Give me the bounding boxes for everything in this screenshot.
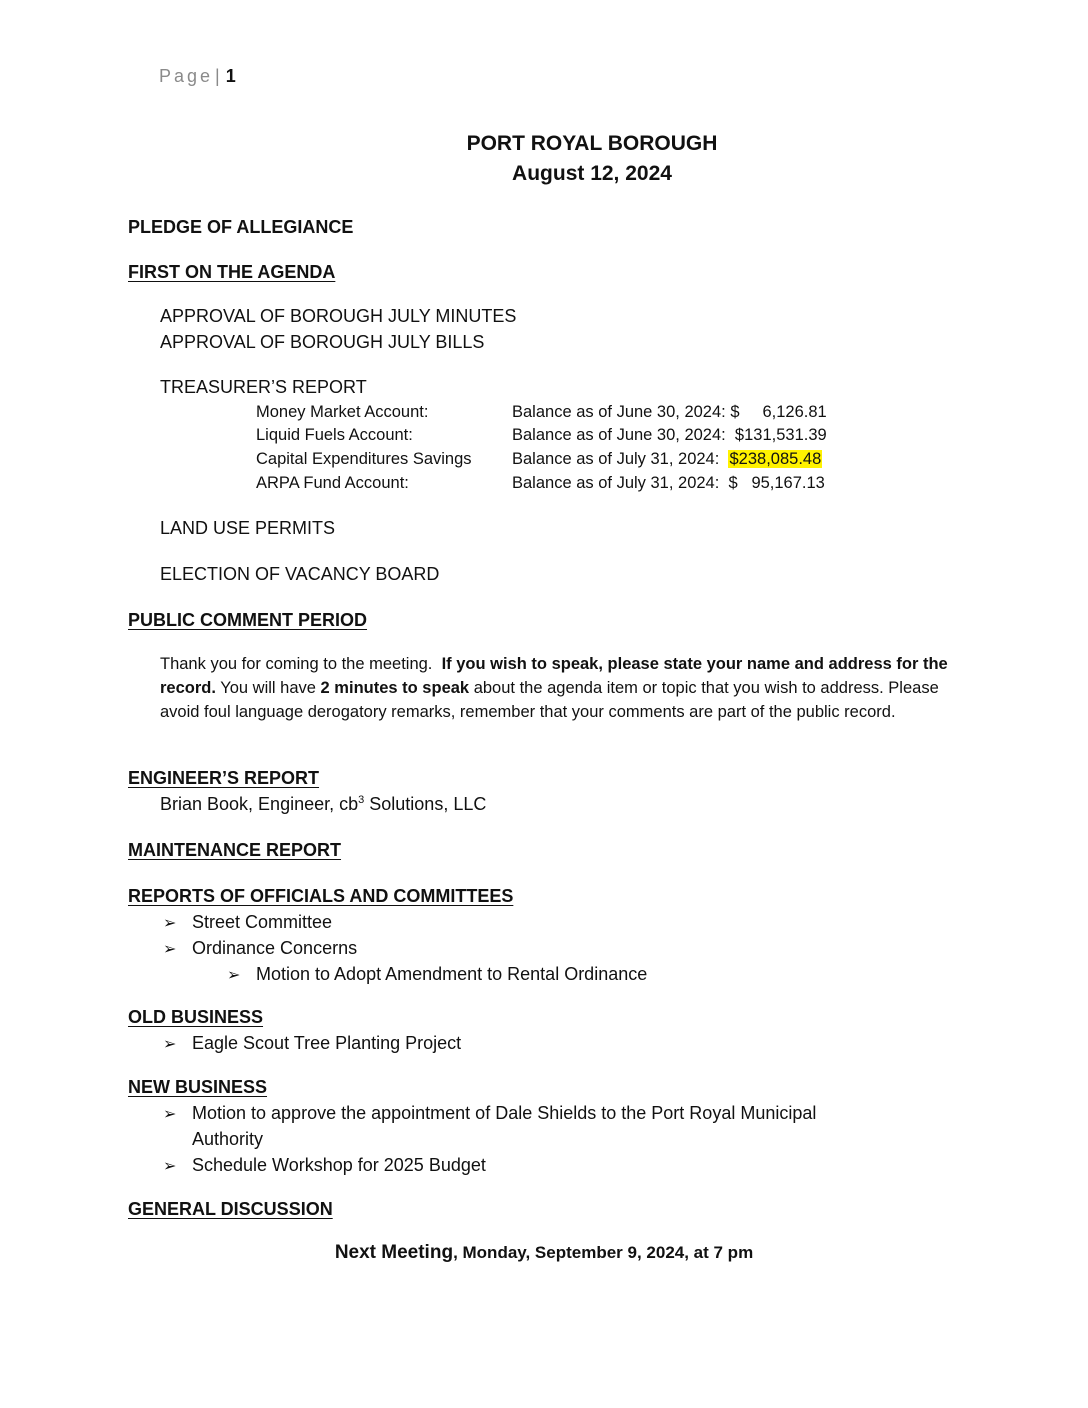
account-name: Money Market Account: <box>256 403 429 421</box>
public-comment-paragraph: Thank you for coming to the meeting. If you wish to speak, please state your name and address for the record. You will have 2 minutes to speak about the agenda item or topic that you wish to address. Please avoid foul language derogatory remarks, remember that your comments are part of the public record. <box>160 655 948 721</box>
list-item: ➢ Motion to Adopt Amendment to Rental Ordinance <box>227 964 648 984</box>
account-balance: Balance as of June 30, 2024: $131,531.39 <box>512 426 827 444</box>
list-item: ➢ Ordinance Concerns <box>163 938 358 958</box>
highlighted-amount: $238,085.48 <box>729 450 822 468</box>
account-balance: Balance as of July 31, 2024: $ 95,167.13 <box>512 474 825 492</box>
account-name: ARPA Fund Account: <box>256 474 409 492</box>
section-public-comment: PUBLIC COMMENT PERIOD <box>128 610 368 630</box>
arrow-bullet-icon: ➢ <box>163 941 177 958</box>
list-item: ➢ Street Committee <box>163 912 333 932</box>
item-july-minutes: APPROVAL OF BOROUGH JULY MINUTES <box>160 306 517 326</box>
list-item: ➢ Schedule Workshop for 2025 Budget <box>163 1155 486 1175</box>
section-new-business: NEW BUSINESS <box>128 1077 268 1097</box>
arrow-bullet-icon: ➢ <box>163 1158 177 1175</box>
section-old-business: OLD BUSINESS <box>128 1007 264 1027</box>
next-meeting: Next Meeting, Monday, September 9, 2024, at 7 pm <box>334 1242 754 1263</box>
arrow-bullet-icon: ➢ <box>163 915 177 932</box>
item-election-vacancy-board: ELECTION OF VACANCY BOARD <box>160 564 440 584</box>
item-land-use-permits: LAND USE PERMITS <box>160 518 336 538</box>
section-first-on-agenda: FIRST ON THE AGENDA <box>128 262 336 282</box>
item-treasurers-report: TREASURER’S REPORT <box>160 377 367 397</box>
section-officials-committees: REPORTS OF OFFICIALS AND COMMITTEES <box>128 886 514 906</box>
document-title: PORT ROYAL BOROUGH <box>466 132 718 155</box>
list-item-continuation: Authority <box>192 1129 264 1149</box>
engineer-name: Brian Book, Engineer, $cb^3$ Solutions, LLC <box>160 794 487 814</box>
list-item: ➢ Motion to approve the appointment of Dale Shields to the Port Royal Municipal <box>163 1103 817 1123</box>
arrow-bullet-icon: ➢ <box>227 967 241 984</box>
section-maintenance-report: MAINTENANCE REPORT <box>128 840 342 860</box>
arrow-bullet-icon: ➢ <box>163 1106 177 1123</box>
account-name: Liquid Fuels Account: <box>256 426 413 444</box>
item-july-bills: APPROVAL OF BOROUGH JULY BILLS <box>160 332 485 352</box>
arrow-bullet-icon: ➢ <box>163 1036 177 1053</box>
section-general-discussion: GENERAL DISCUSSION <box>128 1199 333 1219</box>
list-item: ➢ Eagle Scout Tree Planting Project <box>163 1033 462 1053</box>
section-engineers-report: ENGINEER’S REPORT <box>128 768 320 788</box>
section-pledge: PLEDGE OF ALLEGIANCE <box>128 217 354 237</box>
account-name: Capital Expenditures Savings <box>256 450 472 468</box>
account-balance: Balance as of June 30, 2024: $ 6,126.81 <box>512 403 827 421</box>
page-number: Page | 1 <box>159 66 236 86</box>
account-balance: Balance as of July 31, 2024: $238,085.48 <box>512 450 822 468</box>
meeting-date: August 12, 2024 <box>512 162 672 185</box>
